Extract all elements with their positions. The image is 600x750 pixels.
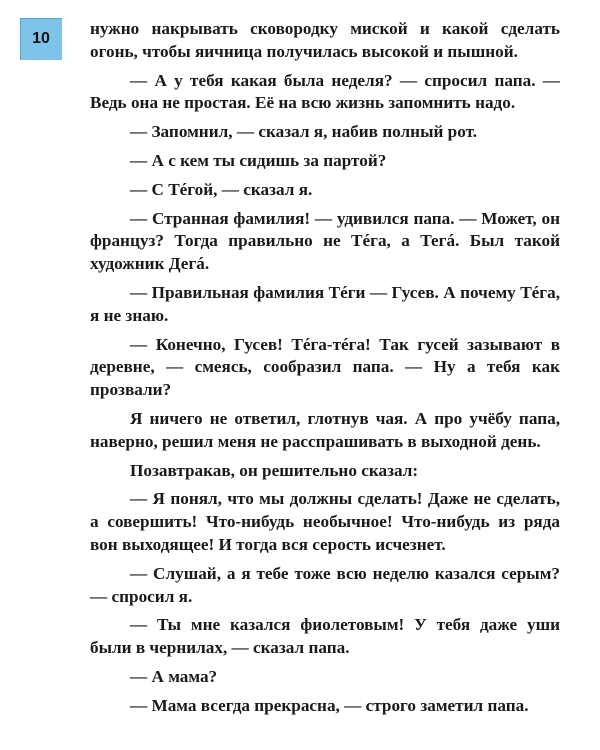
paragraph-1: нужно накрывать сковородку миской и какой сделать огонь, чтобы яичница получилась высокой и пышной. (90, 19, 560, 61)
paragraph-7: — Правильная фамилия Тéги — Гусев. А почему Тéга, я не знаю. (90, 282, 560, 325)
paragraph-15: — Мама всегда прекрасна, — строго заметил папа. (130, 695, 529, 715)
paragraph-2: — А у тебя какая была неделя? — спросил папа. — Ведь она не простая. Её на всю жизнь запомнить надо. (90, 70, 560, 113)
paragraph-4: — А с кем ты сидишь за партой? (130, 150, 387, 170)
paragraph-12: — Слушай, а я тебе тоже всю неделю казался серым? — спросил я. (90, 563, 560, 606)
story-text (90, 18, 560, 718)
paragraph-3: — Запомнил, — сказал я, набив полный рот. (130, 122, 478, 142)
paragraph-9: Я ничего не ответил, глотнув чая. А про учёбу папа, наверно, решил меня не расспрашивать в выходной день. (90, 408, 560, 451)
paragraph-11: — Я понял, что мы должны сделать! Даже не сделать, а совершить! Что-нибудь необычное! Что-нибудь из ряда вон выходящее! И тогда вся серость исчезнет. (90, 489, 560, 554)
paragraph-8: — Конечно, Гусев! Тéга-тéга! Так гусей зазывают в деревне, — смеясь, сообразил папа. — Ну а тебя как прозвали? (90, 334, 560, 400)
page-number-badge: 10 (20, 18, 62, 60)
paragraph-10: Позавтракав, он решительно сказал: (130, 460, 419, 480)
paragraph-6: — Странная фамилия! — удивился папа. — Может, он француз? Тогда правильно не Тéга, а Тегá. Был такой художник Дегá. (90, 208, 560, 274)
paragraph-13: — Ты мне казался фиолетовым! У тебя даже уши были в чернилах, — сказал папа. (90, 615, 560, 658)
paragraph-14: — А мама? (130, 666, 218, 686)
paragraph-5: — С Тéгой, — сказал я. (130, 179, 313, 199)
